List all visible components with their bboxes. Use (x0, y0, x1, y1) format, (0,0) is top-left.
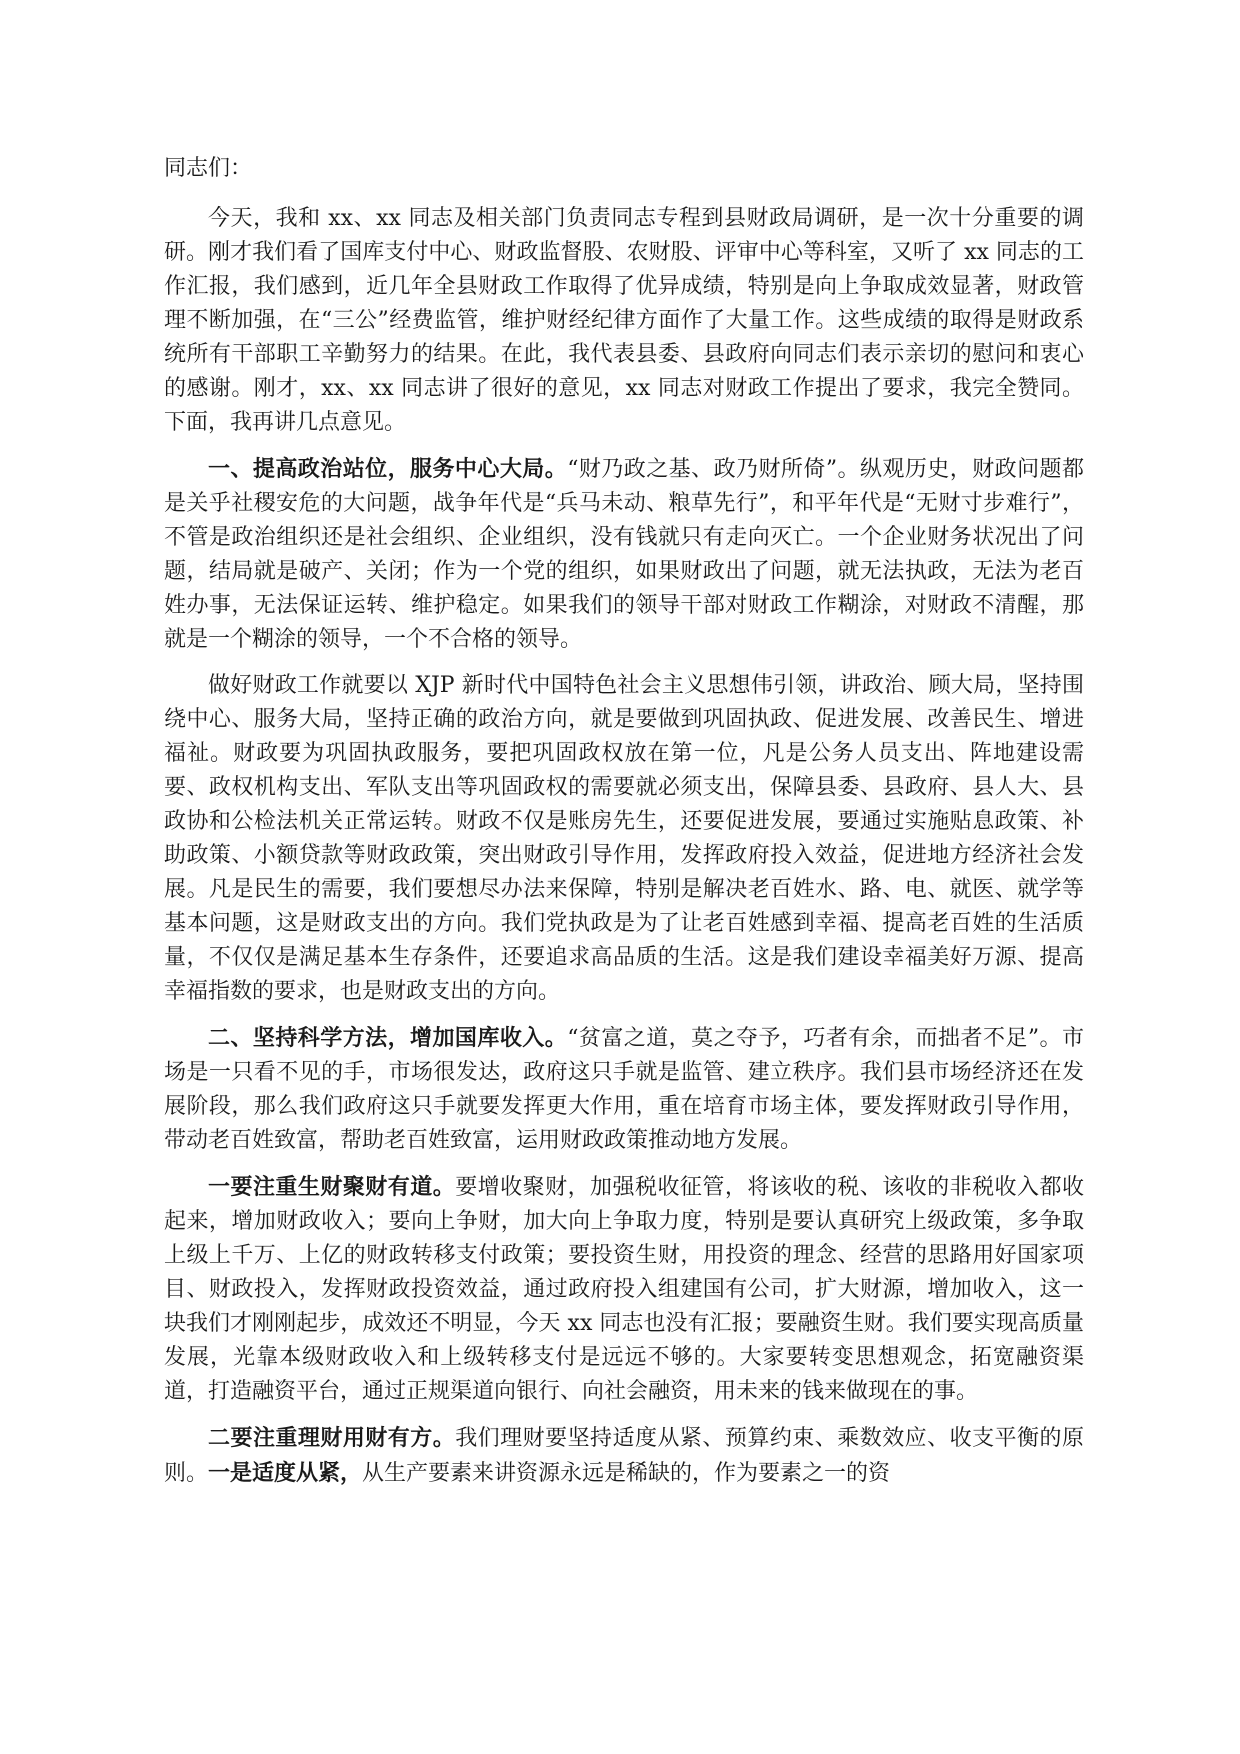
paragraph-section-1-detail: 做好财政工作就要以 XJP 新时代中国特色社会主义思想伟引领，讲政治、顾大局，坚持围绕中心、服务大局，坚持正确的政治方向，就是要做到巩固执政、促进发展、改善民生、增进福祉。财政要为巩固执政服务，要把巩固政权放在第一位，凡是公务人员支出、阵地建设需要、政权机构支出、军队支出等巩固政权的需要就必须支出，保障县委、县政府、县人大、县政协和公检法机关正常运转。财政不仅是账房先生，还要促进发展，要通过实施贴息政策、补助政策、小额贷款等财政政策，突出财政引导作用，发挥政府投入效益，促进地方经济社会发展。凡是民生的需要，我们要想尽办法来保障，特别是解决老百姓水、路、电、就医、就学等基本问题，这是财政支出的方向。我们党执政是为了让老百姓感到幸福、提高老百姓的生活质量，不仅仅是满足基本生存条件，还要追求高品质的生活。这是我们建设幸福美好万源、提高幸福指数的要求，也是财政支出的方向。 (164, 673, 1084, 1004)
document-page (164, 152, 1084, 1503)
section-1-heading: 一、提高政治站位，服务中心大局。 (208, 456, 568, 482)
section-2-text: “贫富之道，莫之夺予，巧者有余，而拙者不足”。市场是一只看不见的手，市场很发达，政府这只手就是监管、建立秩序。我们县市场经济还在发展阶段，那么我们政府这只手就要发挥更大作用，重在培育市场主体，要发挥财政引导作用，带动老百姓致富，帮助老百姓致富，运用财政政策推动地方发展。 (164, 1026, 1084, 1153)
point-2-subheading: 一是适度从紧， (208, 1460, 363, 1486)
point-1-heading: 一要注重生财聚财有道。 (208, 1174, 456, 1200)
paragraph-point-1 (164, 1170, 1084, 1409)
paragraph-point-2 (164, 1421, 1084, 1491)
point-1-text: 要增收聚财，加强税收征管，将该收的税、该收的非税收入都收起来，增加财政收入；要向上争财，加大向上争取力度，特别是要认真研究上级政策，多争取上级上千万、上亿的财政转移支付政策；要投资生财，用投资的理念、经营的思路用好国家项目、财政投入，发挥财政投资效益，通过政府投入组建国有公司，扩大财源，增加收入，这一块我们才刚刚起步，成效还不明显，今天 xx 同志也没有汇报；要融资生财。我们要实现高质量发展，光靠本级财政收入和上级转移支付是远远不够的。大家要转变思想观念，拓宽融资渠道，打造融资平台，通过正规渠道向银行、向社会融资，用未来的钱来做现在的事。 (164, 1175, 1084, 1404)
paragraph-section-2 (164, 1021, 1084, 1158)
section-2-heading: 二、坚持科学方法，增加国库收入。 (208, 1025, 568, 1051)
point-2-text-continued: 从生产要素来讲资源永远是稀缺的，作为要素之一的资 (362, 1461, 891, 1486)
paragraph-section-1 (164, 452, 1084, 657)
salutation: 同志们： (164, 156, 253, 181)
point-2-heading: 二要注重理财用财有方。 (208, 1425, 456, 1451)
point-2-text: 我们理财要坚持适度从紧、预算约束、乘数效应、收支平衡的原则。 (164, 1426, 1084, 1486)
paragraph-intro: 今天，我和 xx、xx 同志及相关部门负责同志专程到县财政局调研，是一次十分重要的调研。刚才我们看了国库支付中心、财政监督股、农财股、评审中心等科室，又听了 xx 同志的工作汇报，我们感到，近几年全县财政工作取得了优异成绩，特别是向上争取成效显著，财政管理不断加强，在“三公”经费监管，维护财经纪律方面作了大量工作。这些成绩的取得是财政系统所有干部职工辛勤努力的结果。在此，我代表县委、县政府向同志们表示亲切的慰问和衷心的感谢。刚才，xx、xx 同志讲了很好的意见，xx 同志对财政工作提出了要求，我完全赞同。下面，我再讲几点意见。 (164, 206, 1084, 435)
section-1-text: “财乃政之基、政乃财所倚”。纵观历史，财政问题都是关乎社稷安危的大问题，战争年代是“兵马未动、粮草先行”，和平年代是“无财寸步难行”，不管是政治组织还是社会组织、企业组织，没有钱就只有走向灭亡。一个企业财务状况出了问题，结局就是破产、关闭；作为一个党的组织，如果财政出了问题，就无法执政，无法为老百姓办事，无法保证运转、维护稳定。如果我们的领导干部对财政工作糊涂，对财政不清醒，那就是一个糊涂的领导，一个不合格的领导。 (164, 457, 1084, 652)
